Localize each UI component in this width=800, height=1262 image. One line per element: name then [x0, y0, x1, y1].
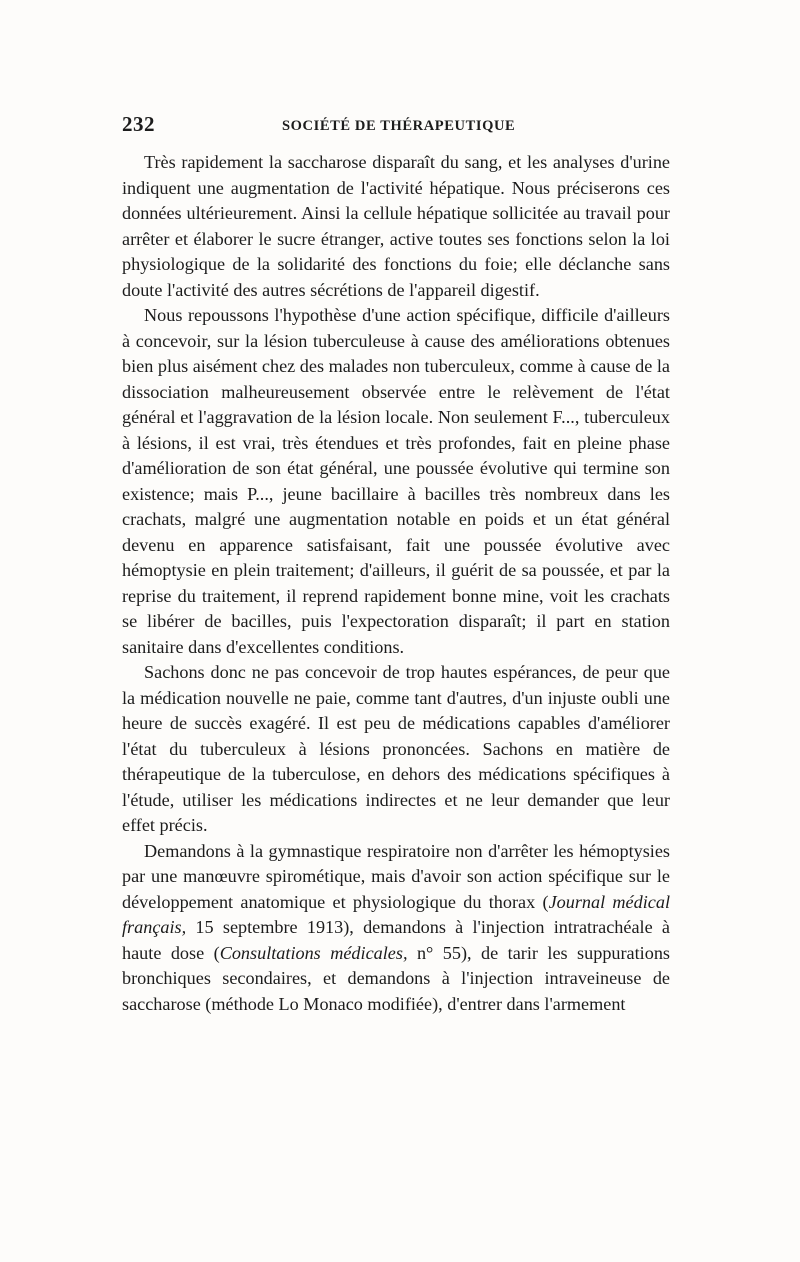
- running-head: [122, 112, 670, 142]
- body-text: [122, 150, 670, 1017]
- paragraph-4-part-3: n° 55), de tarir les suppurations bronchiques secondaires, et demandons à l'injection intraveineuse de saccharose (méthode Lo Monaco modifiée), d'entrer dans l'armement: [122, 942, 671, 1014]
- paragraph-3: Sachons donc ne pas concevoir de trop hautes espérances, de peur que la médication nouvelle ne paie, comme tant d'autres, d'un injuste oubli une heure de succès exagéré. Il est peu de médications capables d'améliorer l'état du tuberculeux à lésions prononcées. Sachons en matière de thérapeutique de la tuberculose, en dehors des médications spécifiques à l'étude, utiliser les médications indirectes et ne leur demander que leur effet précis.: [122, 662, 670, 835]
- page-number: 232: [122, 112, 155, 136]
- running-title: SOCIÉTÉ DE THÉRAPEUTIQUE: [282, 118, 516, 134]
- paragraph-4-part-2: 15 septembre 1913), demandons à l'injection intratrachéale à haute dose (: [122, 917, 670, 963]
- paragraph-4: [122, 839, 670, 1018]
- paragraph-1: Très rapidement la saccharose disparaît du sang, et les analyses d'urine indiquent une augmentation de l'activité hépatique. Nous préciserons ces données ultérieurement. Ainsi la cellule hépatique sollicitée au travail pour arrêter et élaborer le sucre étranger, active toutes ses fonctions selon la loi physiologique de la solidarité des fonctions du foie; elle déclanche sans doute l'activité des autres sécrétions de l'appareil digestif.: [122, 152, 670, 300]
- paragraph-2: Nous repoussons l'hypothèse d'une action spécifique, difficile d'ailleurs à concevoir, sur la lésion tuberculeuse à cause des améliorations obtenues bien plus aisément chez des malades non tuberculeux, comme à cause de la dissociation malheureusement observée entre le relèvement de l'état général et l'aggravation de la lésion locale. Non seulement F..., tuberculeux à lésions, il est vrai, très étendues et très profondes, fait en pleine phase d'amélioration de son état général, une poussée évolutive qui termine son existence; mais P..., jeune bacillaire à bacilles très nombreux dans les crachats, malgré une augmentation notable en poids et un état général devenu en apparence satisfaisant, fait une poussée évolutive avec hémoptysie en plein traitement; d'ailleurs, il guérit de sa poussée, et par la reprise du traitement, il reprend rapidement bonne mine, voit les crachats se libérer de bacilles, puis l'expectoration disparaît; il part en station sanitaire dans d'excellentes conditions.: [122, 305, 670, 657]
- consultations-citation: Consultations médicales,: [219, 942, 408, 963]
- book-page: [122, 112, 670, 1017]
- journal-citation: Journal médical français,: [122, 891, 670, 937]
- paragraph-4-part-1: Demandons à la gymnastique respiratoire non d'arrêter les hémoptysies par une manœuvre spirométique, mais d'avoir son action spécifique sur le développement anatomique et physiologique du thorax (: [122, 840, 670, 912]
